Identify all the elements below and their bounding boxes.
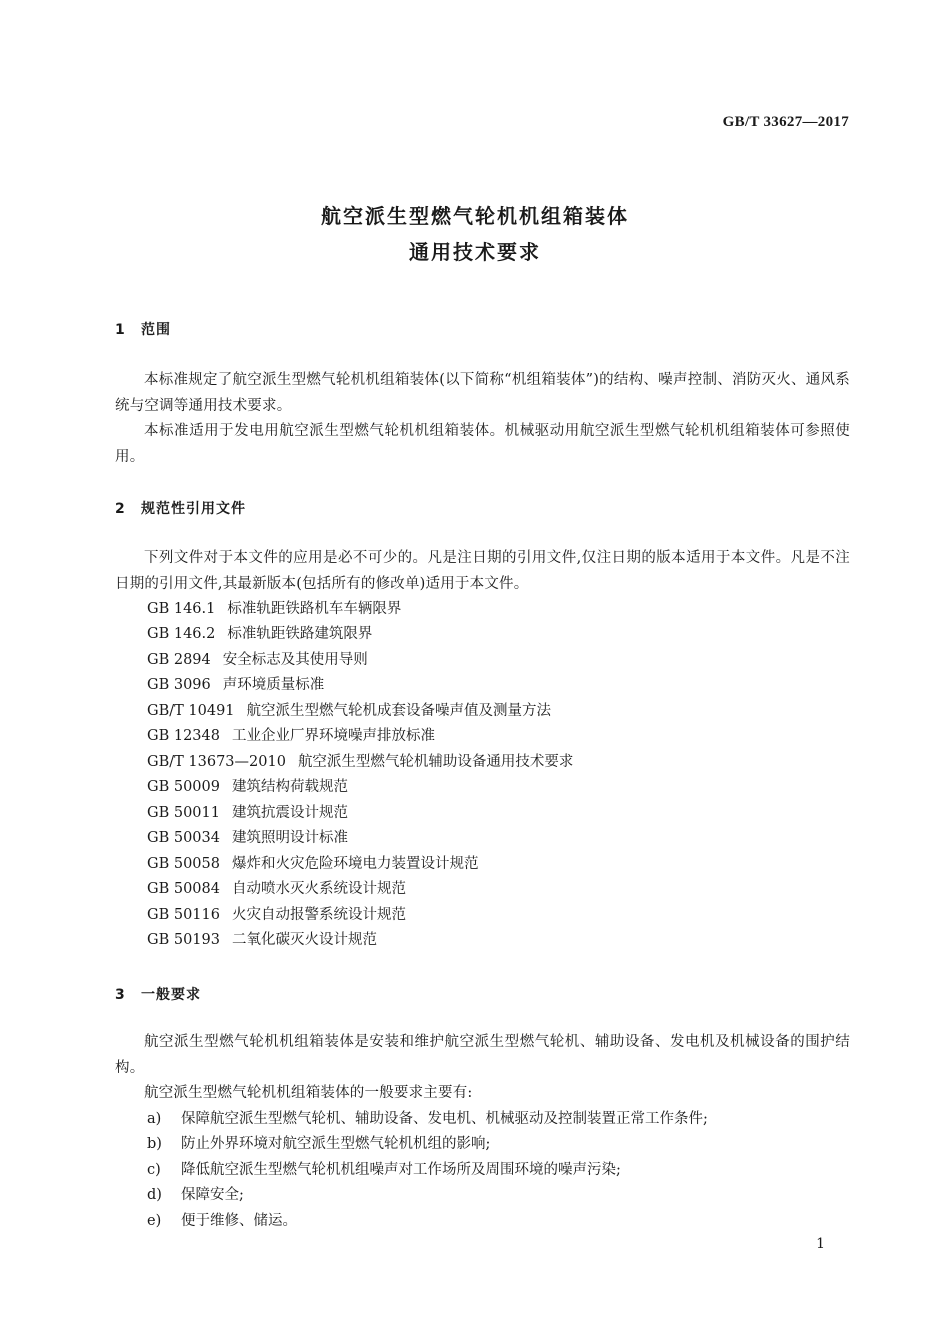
reference-item [147,826,348,852]
list-item-text: 保障航空派生型燃气轮机、辅助设备、发电机、机械驱动及控制装置正常工作条件; [181,1111,708,1127]
list-marker: a) [147,1111,162,1127]
list-item-text: 防止外界环境对航空派生型燃气轮机机组的影响; [181,1136,491,1152]
reference-item [147,597,401,623]
reference-code: GB 50193 [147,932,220,948]
reference-title: 声环境质量标准 [222,677,325,693]
list-marker: c) [147,1162,161,1178]
list-item-text: 降低航空派生型燃气轮机机组噪声对工作场所及周围环境的噪声污染; [181,1162,621,1178]
reference-item [147,724,435,750]
reference-code: GB 50116 [147,907,220,923]
reference-code: GB 50034 [147,830,220,846]
reference-item [147,699,551,725]
list-item [147,1107,708,1133]
list-marker: e) [147,1213,162,1229]
reference-code: GB 146.1 [147,601,216,617]
reference-title: 二氧化碳灭火设计规范 [231,932,377,948]
standard-code: GB/T 33627—2017 [722,114,849,130]
reference-title: 标准轨距铁路建筑限界 [227,626,373,642]
reference-code: GB 50058 [147,856,220,872]
reference-title: 自动喷水灭火系统设计规范 [231,881,406,897]
reference-item [147,750,573,776]
reference-title: 火灾自动报警系统设计规范 [231,907,406,923]
section-number: 2 [115,501,126,517]
reference-title: 安全标志及其使用导则 [222,652,368,668]
reference-title: 工业企业厂界环境噪声排放标准 [231,728,435,744]
reference-title: 标准轨距铁路机车车辆限界 [227,601,402,617]
reference-item [147,877,406,903]
reference-title: 建筑照明设计标准 [231,830,348,846]
reference-title: 建筑结构荷载规范 [231,779,348,795]
paragraph: 下列文件对于本文件的应用是必不可少的。凡是注日期的引用文件,仅注日期的版本适用于本文件。凡是不注日期的引用文件,其最新版本(包括所有的修改单)适用于本文件。 [115,550,850,592]
reference-item [147,622,372,648]
section-title: 规范性引用文件 [141,501,246,517]
reference-item [147,673,324,699]
paragraph: 本标准适用于发电用航空派生型燃气轮机机组箱装体。机械驱动用航空派生型燃气轮机机组箱装体可参照使用。 [115,423,850,465]
reference-item [147,928,377,954]
reference-item [147,648,368,674]
reference-title: 爆炸和火灾危险环境电力装置设计规范 [231,856,479,872]
section-title: 一般要求 [141,987,201,1003]
reference-code: GB 12348 [147,728,220,744]
reference-code: GB/T 13673—2010 [147,754,286,770]
paragraph: 航空派生型燃气轮机机组箱装体的一般要求主要有: [144,1085,473,1101]
reference-code: GB 3096 [147,677,211,693]
document-title-line2: 通用技术要求 [409,240,541,264]
reference-code: GB/T 10491 [147,703,235,719]
reference-item [147,903,406,929]
reference-item [147,801,348,827]
page-number: 1 [816,1236,825,1252]
reference-title: 建筑抗震设计规范 [231,805,348,821]
list-item-text: 保障安全; [181,1187,244,1203]
reference-item [147,852,478,878]
list-item [147,1158,621,1184]
reference-title: 航空派生型燃气轮机成套设备噪声值及测量方法 [246,703,552,719]
section-number: 1 [115,322,126,338]
reference-item [147,775,348,801]
section-number: 3 [115,987,126,1003]
section-heading-1 [115,319,171,339]
reference-code: GB 50009 [147,779,220,795]
paragraph: 航空派生型燃气轮机机组箱装体是安装和维护航空派生型燃气轮机、辅助设备、发电机及机械设备的围护结构。 [115,1034,850,1076]
section-heading-2 [115,498,246,518]
paragraph: 本标准规定了航空派生型燃气轮机机组箱装体(以下简称“机组箱装体”)的结构、噪声控制、消防灭火、通风系统与空调等通用技术要求。 [115,372,850,414]
list-item-text: 便于维修、储运。 [181,1213,297,1229]
document-title-line1: 航空派生型燃气轮机机组箱装体 [321,204,629,228]
list-item [147,1132,490,1158]
list-marker: b) [147,1136,162,1152]
reference-code: GB 50084 [147,881,220,897]
list-marker: d) [147,1187,162,1203]
reference-code: GB 2894 [147,652,211,668]
list-item [147,1183,244,1209]
reference-code: GB 146.2 [147,626,216,642]
list-item [147,1209,297,1235]
section-heading-3 [115,984,201,1004]
section-title: 范围 [141,322,171,338]
reference-title: 航空派生型燃气轮机辅助设备通用技术要求 [297,754,574,770]
reference-code: GB 50011 [147,805,220,821]
